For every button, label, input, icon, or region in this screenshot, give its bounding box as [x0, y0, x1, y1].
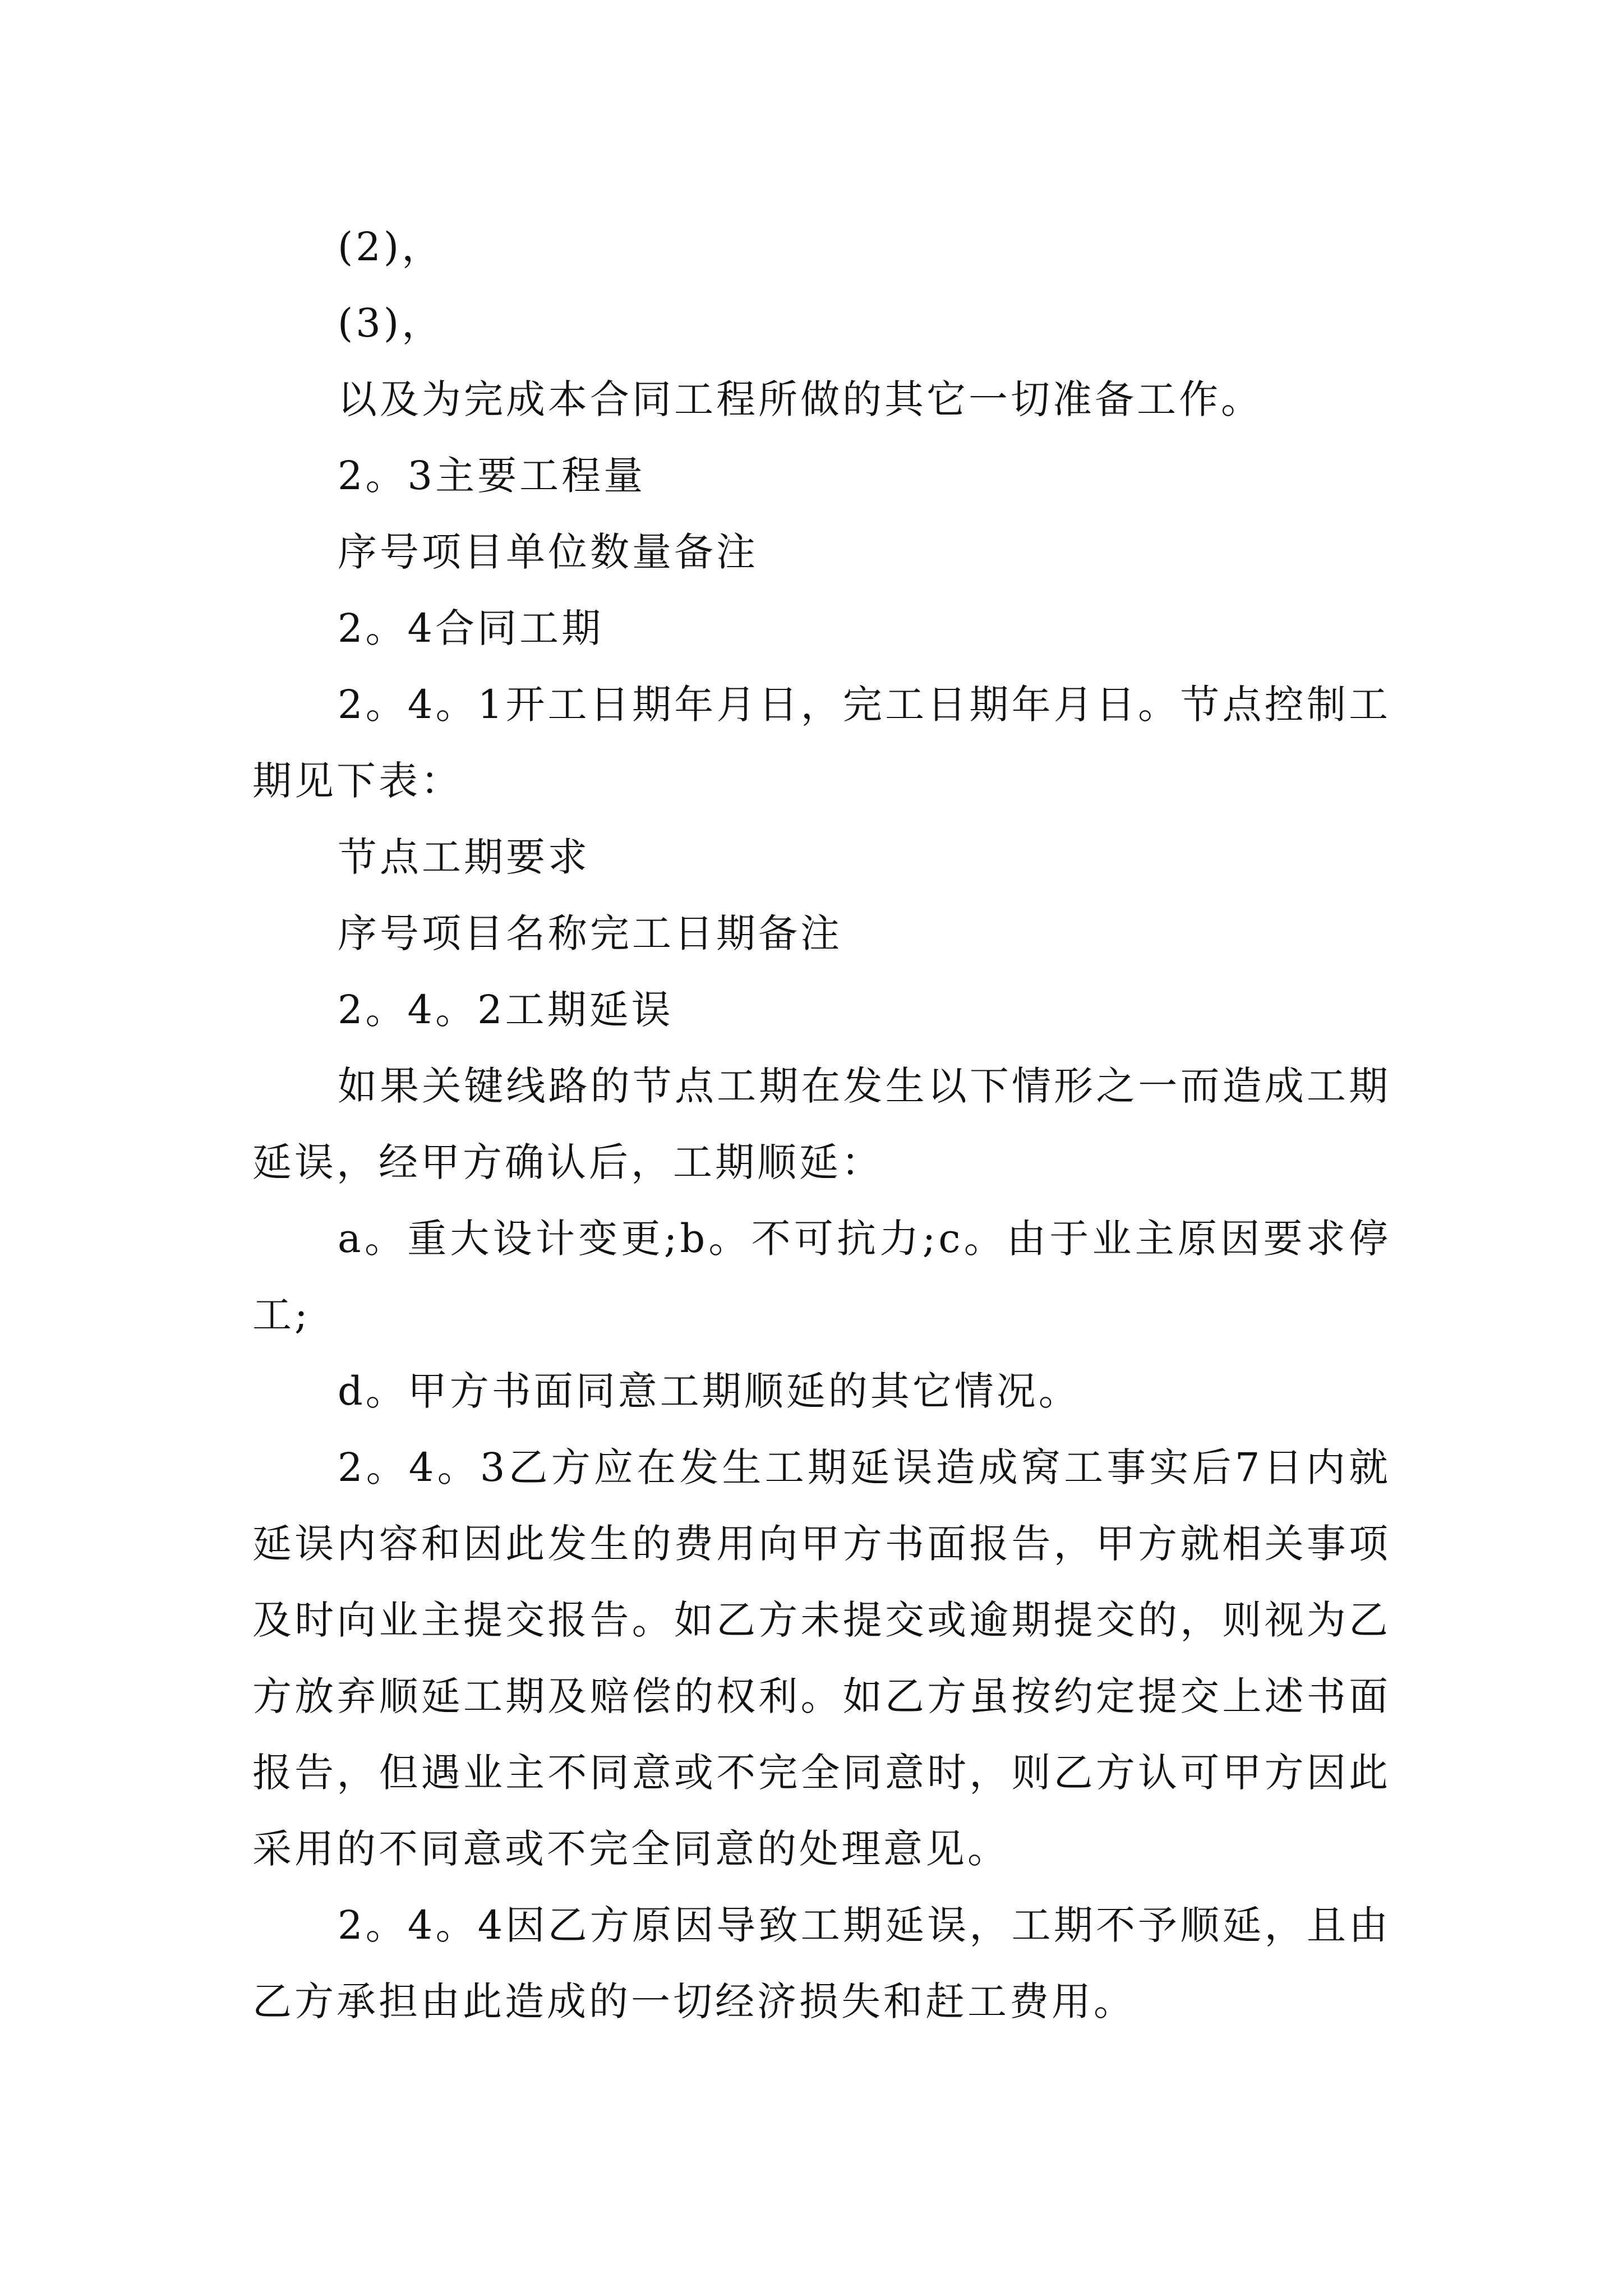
paragraph-preparation-work: 以及为完成本合同工程所做的其它一切准备工作。	[338, 376, 1263, 422]
milestone-table-header: 序号项目名称完工日期备注	[338, 910, 842, 956]
section-2-4-heading: 2。4合同工期	[338, 605, 604, 651]
section-2-3-heading: 2。3主要工程量	[338, 453, 646, 499]
section-2-4-2-heading: 2。4。2工期延误	[338, 987, 674, 1033]
milestone-title: 节点工期要求	[338, 834, 590, 880]
paragraph-item-3: (3)，	[338, 300, 444, 346]
paragraph-delay-list-d: d。甲方书面同意工期顺延的其它情况。	[338, 1368, 1081, 1414]
paragraph-2-4-1: 2。4。1开工日期年月日，完工日期年月日。节点控制工期见下表：	[252, 682, 1391, 804]
document-body	[252, 209, 1391, 2040]
quantities-table-header: 序号项目单位数量备注	[338, 529, 758, 575]
paragraph-2-4-4: 2。4。4因乙方原因导致工期延误，工期不予顺延，且由乙方承担由此造成的一切经济损失和赶工费用。	[252, 1902, 1391, 2024]
paragraph-delay-conditions: 如果关键线路的节点工期在发生以下情形之一而造成工期延误，经甲方确认后，工期顺延：	[252, 1063, 1391, 1185]
paragraph-delay-list-abc: a。重大设计变更;b。不可抗力;c。由于业主原因要求停工;	[252, 1216, 1391, 1338]
paragraph-2-4-3: 2。4。3乙方应在发生工期延误造成窝工事实后7日内就延误内容和因此发生的费用向甲方书面报告，甲方就相关事项及时向业主提交报告。如乙方未提交或逾期提交的，则视为乙方放弃顺延工期及赔偿的权利。如乙方虽按约定提交上述书面报告，但遇业主不同意或不完全同意时，则乙方认可甲方因此采用的不同意或不完全同意的处理意见。	[252, 1444, 1391, 1872]
paragraph-item-2: (2)，	[338, 224, 444, 270]
